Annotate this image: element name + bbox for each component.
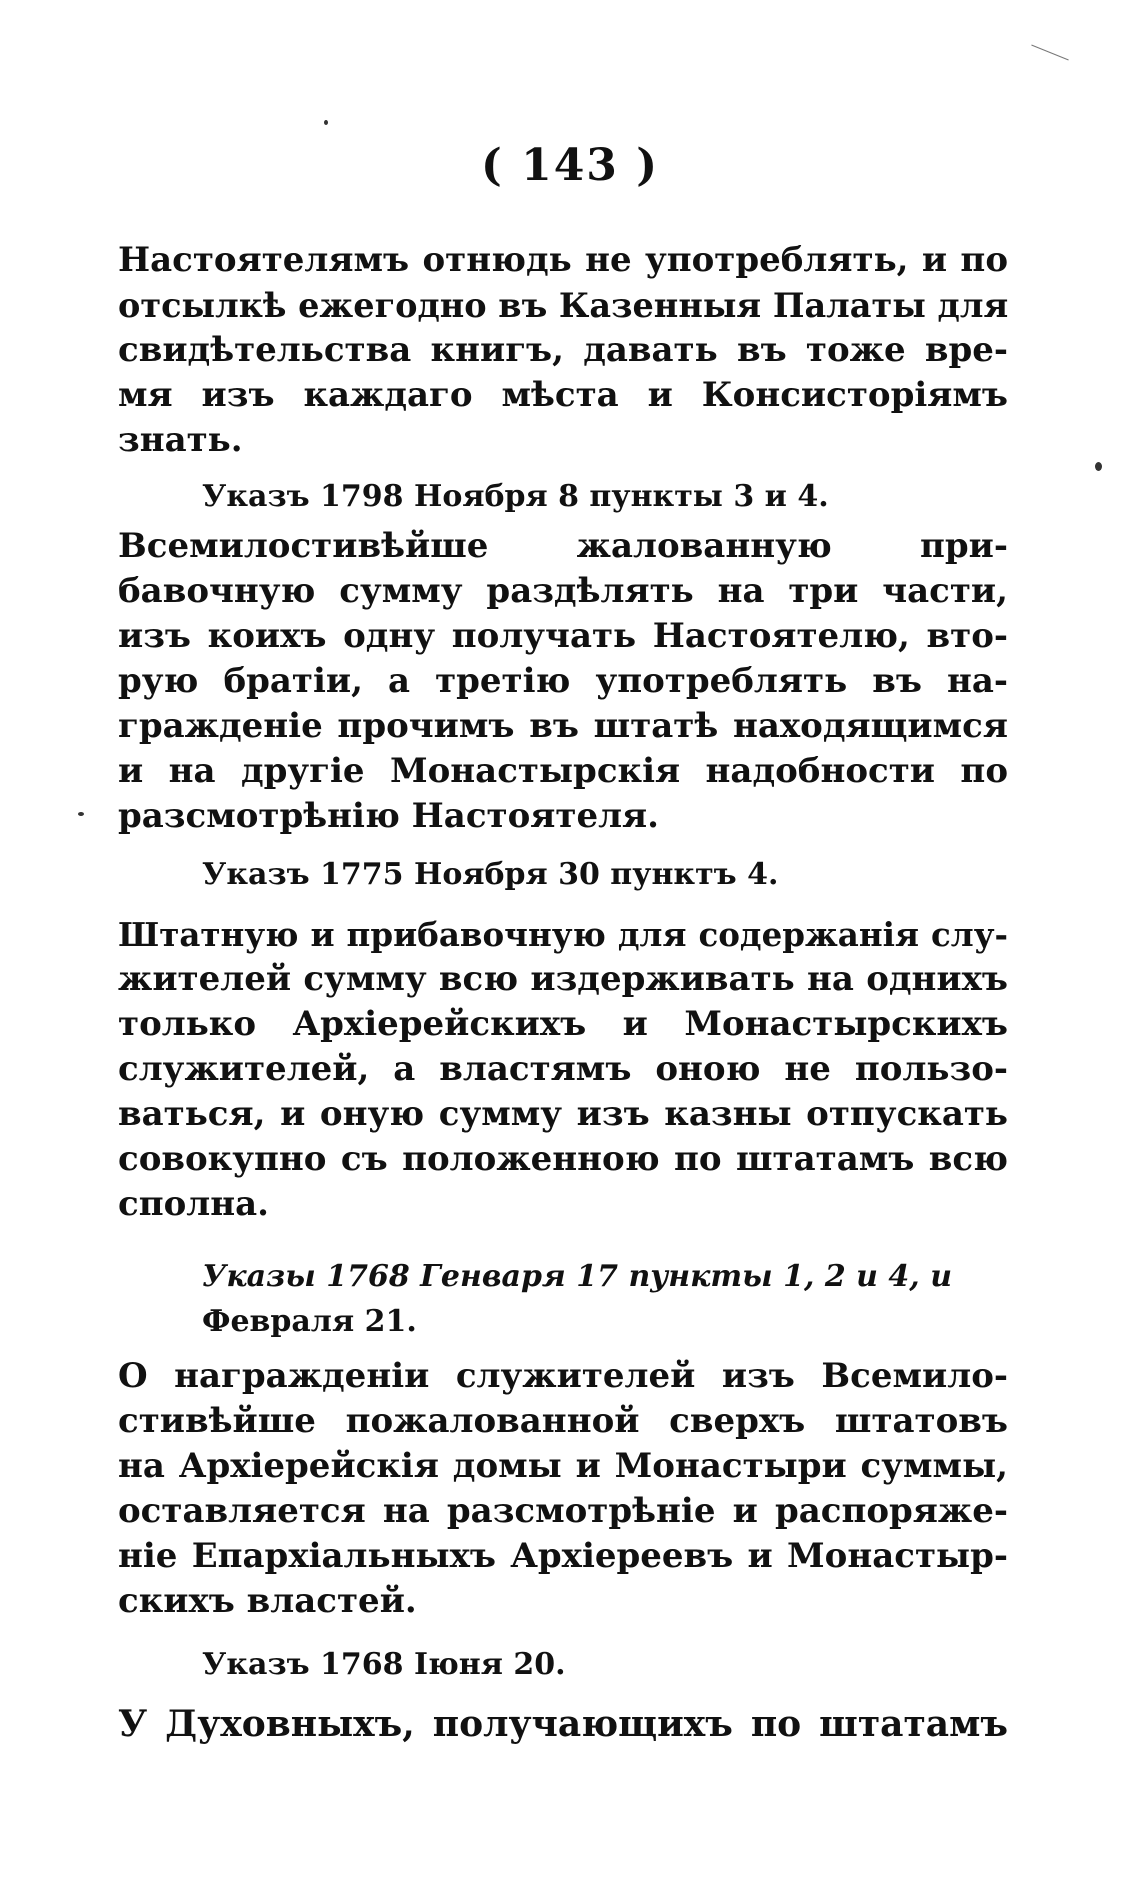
text-line: и на другіе Монастырскія надобности по bbox=[118, 751, 1008, 791]
text-line: Настоятелямъ отнюдь не употреблять, и по bbox=[118, 240, 1008, 280]
decree-heading-4 bbox=[118, 1642, 1008, 1687]
paragraph-5 bbox=[118, 1702, 1008, 1747]
decree-heading-3 bbox=[118, 1254, 1008, 1344]
heading-text: Указъ 1775 Ноября 30 пунктъ 4. bbox=[202, 857, 779, 892]
text-line: на Архіерейскія домы и Монастыри суммы, bbox=[118, 1446, 1008, 1486]
heading-text: Указъ 1768 Іюня 20. bbox=[202, 1647, 566, 1682]
text-line: бавочную сумму раздѣлять на три части, bbox=[118, 571, 1008, 611]
decree-heading-1 bbox=[118, 474, 1008, 519]
text-line: гражденіе прочимъ въ штатѣ находящимся bbox=[118, 706, 1008, 746]
text-line: Всемилостивѣйше жалованную при- bbox=[118, 526, 1008, 566]
text-line: Штатную и прибавочную для содержанія слу- bbox=[118, 915, 1008, 954]
text-line: У Духовныхъ, получающихъ по штатамъ bbox=[118, 1703, 1008, 1745]
paragraph-4 bbox=[118, 1354, 1008, 1624]
text-line: отсылкѣ ежегодно въ Казенныя Палаты для bbox=[118, 286, 1009, 325]
text-line: служителей, а властямъ оною не пользо- bbox=[118, 1049, 1008, 1089]
paragraph-2 bbox=[118, 524, 1008, 839]
text-line: ваться, и оную сумму изъ казны отпускать bbox=[118, 1094, 1008, 1134]
text-line: совокупно съ положенною по штатамъ всю bbox=[118, 1139, 1008, 1179]
text-line: сполна. bbox=[118, 1184, 269, 1224]
heading-text: Указъ 1798 Ноября 8 пункты 3 и 4. bbox=[202, 479, 829, 514]
text-line: О награжденіи служителей изъ Всемило- bbox=[118, 1356, 1008, 1396]
page-number: ( 143 ) bbox=[480, 140, 660, 191]
heading-text: Указы 1768 Генваря 17 пункты 1, 2 и 4, и bbox=[202, 1259, 952, 1294]
text-line: знать. bbox=[118, 420, 243, 460]
text-line: оставляется на разсмотрѣніе и распоряже- bbox=[118, 1491, 1008, 1531]
text-line: стивѣйше пожалованной сверхъ штатовъ bbox=[118, 1401, 1008, 1441]
text-line: рую братіи, а третію употреблять въ на- bbox=[118, 661, 1008, 701]
text-line: разсмотрѣнію Настоятеля. bbox=[118, 796, 660, 836]
scan-speck bbox=[78, 812, 84, 816]
text-line: жителей сумму всю издерживать на однихъ bbox=[118, 959, 1008, 999]
text-line: ніе Епархіальныхъ Архіереевъ и Монастыр- bbox=[118, 1536, 1008, 1576]
scan-mark bbox=[1031, 45, 1068, 61]
decree-heading-2 bbox=[118, 852, 1008, 897]
heading-text: Февраля 21. bbox=[202, 1304, 417, 1339]
text-line: изъ коихъ одну получать Настоятелю, вто- bbox=[118, 616, 1008, 656]
text-line: мя изъ каждаго мѣста и Консисторіямъ bbox=[118, 375, 1008, 415]
paragraph-3 bbox=[118, 912, 1008, 1227]
text-line: только Архіерейскихъ и Монастырскихъ bbox=[118, 1004, 1008, 1044]
text-line: скихъ властей. bbox=[118, 1581, 417, 1621]
text-line: свидѣтельства книгъ, давать въ тоже вре- bbox=[118, 330, 1008, 370]
scan-speck bbox=[324, 120, 328, 125]
paragraph-1 bbox=[118, 238, 1008, 463]
scan-speck bbox=[1095, 462, 1102, 471]
